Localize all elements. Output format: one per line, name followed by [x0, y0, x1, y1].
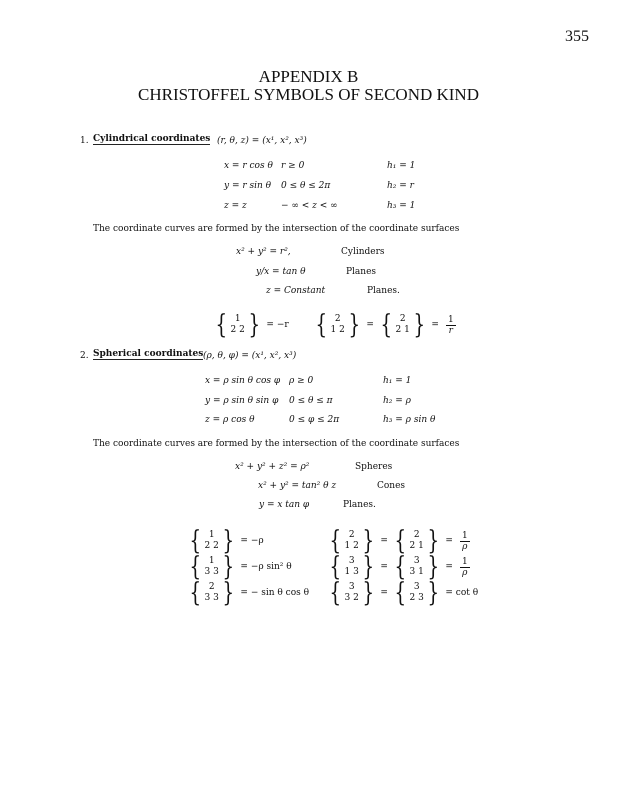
s1-transform-scale: h₁ = 1: [387, 161, 416, 171]
symbol-value: = −ρ: [240, 536, 264, 546]
symbol-equals: =: [380, 562, 388, 572]
brace-symbol: { 2 3 3 }: [189, 578, 234, 608]
s1-surface-eq: x² + y² = r²,: [236, 247, 291, 257]
symbol-upper-index: 2: [413, 530, 420, 540]
fraction-numerator: 1: [461, 556, 468, 567]
symbol-lower-indices: 2 3: [409, 593, 424, 603]
fraction: [460, 531, 470, 552]
christoffel-symbol: [327, 554, 470, 580]
section-2-coords: (ρ, θ, φ) = (x¹, x², x³): [203, 351, 297, 361]
s2-transform-range: 0 ≤ φ ≤ 2π: [289, 415, 340, 425]
s1-transform-eq: z = z: [224, 201, 247, 211]
symbol-value: = − sin θ cos θ: [240, 588, 310, 598]
s2-transform-scale: h₂ = ρ: [383, 396, 411, 406]
symbol-value: = cot θ: [445, 588, 479, 598]
symbol-equals: =: [380, 588, 388, 598]
fraction-denominator: ρ: [462, 567, 468, 578]
brace-symbol: { 2 1 2 }: [329, 526, 374, 556]
symbol-lower-indices: 3 3: [204, 593, 219, 603]
symbol-upper-index: 2: [348, 530, 355, 540]
s1-transform-scale: h₃ = 1: [387, 201, 416, 211]
symbol-lower-indices: 3 1: [409, 567, 424, 577]
symbol-equals: =: [366, 320, 374, 330]
fraction-denominator: r: [448, 325, 453, 336]
section-1-coords: (r, θ, z) = (x¹, x², x³): [217, 136, 307, 146]
symbol-lower-indices: 2 1: [395, 325, 410, 335]
s1-transform-range: − ∞ < z < ∞: [281, 201, 338, 211]
symbol-lower-indices: 1 3: [344, 567, 359, 577]
symbol-upper-index: 2: [399, 314, 406, 324]
symbol-lower-indices: 1 2: [344, 541, 359, 551]
christoffel-symbol: [313, 312, 456, 338]
s1-surfaces-intro: The coordinate curves are formed by the intersection of the coordinate surfaces: [93, 224, 460, 234]
section-1-title: Cylindrical coordinates: [93, 134, 211, 144]
s2-surface-name: Cones: [377, 481, 406, 491]
fraction-numerator: 1: [461, 530, 468, 541]
s2-surface-name: Spheres: [355, 462, 393, 472]
s1-transform-eq: y = r sin θ: [224, 181, 272, 191]
christoffel-symbol: [327, 580, 482, 606]
symbol-equals: =: [445, 536, 453, 546]
christoffel-symbol: [213, 312, 293, 338]
s1-surface-name: Planes: [346, 267, 377, 277]
brace-symbol: { 1 2 2 }: [189, 526, 234, 556]
fraction: [460, 557, 470, 578]
s2-transform-range: ρ ≥ 0: [289, 376, 314, 386]
christoffel-symbol: [187, 580, 313, 606]
fraction: [446, 315, 456, 336]
appendix-title: CHRISTOFFEL SYMBOLS OF SECOND KIND: [137, 85, 479, 104]
s2-surfaces-intro: The coordinate curves are formed by the intersection of the coordinate surfaces: [93, 439, 460, 449]
symbol-value: = −ρ sin² θ: [240, 562, 292, 572]
s1-surface-eq: z = Constant: [266, 286, 326, 296]
s2-transform-scale: h₁ = 1: [383, 376, 412, 386]
brace-symbol: { 2 2 1 }: [394, 526, 439, 556]
s2-surface-eq: x² + y² = tan² θ z: [258, 481, 337, 491]
brace-symbol: { 3 2 3 }: [394, 578, 439, 608]
symbol-upper-index: 1: [234, 314, 241, 324]
section-1-number: 1.: [80, 136, 89, 146]
symbol-upper-index: 1: [208, 530, 215, 540]
s2-surface-eq: y = x tan φ: [259, 500, 310, 510]
s2-surface-name: Planes.: [343, 500, 376, 510]
symbol-upper-index: 2: [208, 582, 215, 592]
symbol-lower-indices: 3 2: [344, 593, 359, 603]
symbol-upper-index: 3: [413, 582, 420, 592]
symbol-equals: =: [380, 536, 388, 546]
symbol-equals: =: [431, 320, 439, 330]
s1-transform-range: r ≥ 0: [281, 161, 305, 171]
symbol-lower-indices: 3 3: [204, 567, 219, 577]
s1-transform-range: 0 ≤ θ ≤ 2π: [281, 181, 331, 191]
brace-symbol: { 3 1 3 }: [329, 552, 374, 582]
symbol-lower-indices: 1 2: [330, 325, 345, 335]
symbol-upper-index: 1: [208, 556, 215, 566]
brace-symbol: { 1 3 3 }: [189, 552, 234, 582]
fraction-numerator: 1: [447, 314, 454, 325]
brace-symbol: { 3 3 2 }: [329, 578, 374, 608]
symbol-lower-indices: 2 1: [409, 541, 424, 551]
page-number: 355: [565, 28, 589, 45]
fraction-denominator: ρ: [462, 541, 468, 552]
section-2-number: 2.: [80, 351, 89, 361]
symbol-lower-indices: 2 2: [230, 325, 245, 335]
s1-surface-name: Planes.: [367, 286, 400, 296]
s2-transform-eq: x = ρ sin θ cos φ: [205, 376, 281, 386]
symbol-upper-index: 3: [413, 556, 420, 566]
symbol-upper-index: 3: [348, 582, 355, 592]
symbol-equals: =: [445, 562, 453, 572]
s1-surface-name: Cylinders: [341, 247, 385, 257]
brace-symbol: { 2 2 1 }: [380, 310, 425, 340]
christoffel-symbol: [187, 528, 268, 554]
s2-transform-eq: z = ρ cos θ: [205, 415, 255, 425]
christoffel-symbol: [187, 554, 296, 580]
brace-symbol: { 2 1 2 }: [315, 310, 360, 340]
s1-surface-eq: y/x = tan θ: [256, 267, 306, 277]
christoffel-symbol: [327, 528, 470, 554]
s2-surface-eq: x² + y² + z² = ρ²: [235, 462, 310, 472]
symbol-value: = −r: [266, 320, 289, 330]
appendix-label: APPENDIX B: [258, 67, 359, 86]
s2-transform-scale: h₃ = ρ sin θ: [383, 415, 436, 425]
brace-symbol: { 3 3 1 }: [394, 552, 439, 582]
symbol-lower-indices: 2 2: [204, 541, 219, 551]
s1-transform-scale: h₂ = r: [387, 181, 414, 191]
s2-transform-range: 0 ≤ θ ≤ π: [289, 396, 333, 406]
section-2-title: Spherical coordinates: [93, 349, 204, 359]
symbol-upper-index: 2: [334, 314, 341, 324]
s1-transform-eq: x = r cos θ: [224, 161, 273, 171]
brace-symbol: { 1 2 2 }: [215, 310, 260, 340]
s2-transform-eq: y = ρ sin θ sin φ: [205, 396, 279, 406]
symbol-upper-index: 3: [348, 556, 355, 566]
